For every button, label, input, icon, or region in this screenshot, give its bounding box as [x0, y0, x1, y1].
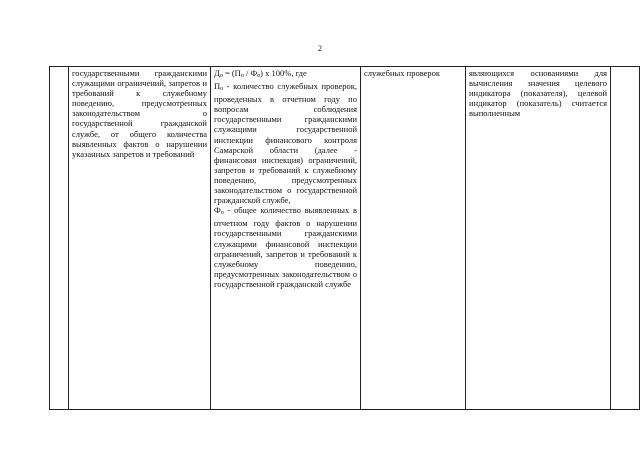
- formula-text: = (П: [222, 68, 241, 78]
- formula-subscript: о: [240, 73, 244, 79]
- formula-symbol-f: Ф: [214, 205, 221, 216]
- formula-subscript: о: [220, 86, 224, 93]
- formula-text: ) x 100%, где: [260, 68, 307, 78]
- indicator-table: [49, 66, 640, 410]
- formula-subscript: о: [219, 73, 223, 79]
- formula-text: / Ф: [243, 68, 258, 78]
- formula-subscript: о: [257, 73, 261, 79]
- formula-f-text: - общее количество выявленных в отчетном году фактов о нарушении государственными гражданскими служащими финансовой инспекции ограничений, запретов и требований к служебному поведению, предусмотренных законодательством о государственной гражданской службе: [214, 205, 357, 289]
- page-number: 2: [318, 44, 322, 53]
- formula-line: [214, 68, 357, 81]
- table-cell-number: [50, 67, 69, 410]
- table-row: [50, 67, 640, 410]
- formula-p-definition: [214, 81, 357, 205]
- formula-symbol-d: Д: [214, 68, 220, 78]
- formula-p-text: - количество служебных проверок, проведенных в отчетном году по вопросам соблюдения государственными гражданскими служащими государственной инспекции финансового контроля Самарской области (далее - финансовая инспекция) ограничений, запретов и требований к служебному поведению, предусмотренных законодательством о государственной гражданской службе,: [214, 81, 357, 206]
- formula-f-definition: [214, 205, 357, 289]
- table-cell-formula: [211, 67, 361, 410]
- table-cell-condition: являющихся основаниями для вычисления значения целевого индикатора (показателя), целевой индикатор (показатель) считается выполненным: [466, 67, 611, 410]
- table-cell-description: государственными гражданскими служащими ограничений, запретов и требований к служебному поведению, предусмотренных законодательством о государственной гражданской службе, от общего количества выявленных фактов о нарушении указанных запретов и требований: [69, 67, 211, 410]
- formula-symbol-p: П: [214, 81, 221, 92]
- table-cell-empty: [611, 67, 640, 410]
- table-cell-source: служебных проверок: [361, 67, 466, 410]
- formula-subscript: о: [220, 210, 224, 217]
